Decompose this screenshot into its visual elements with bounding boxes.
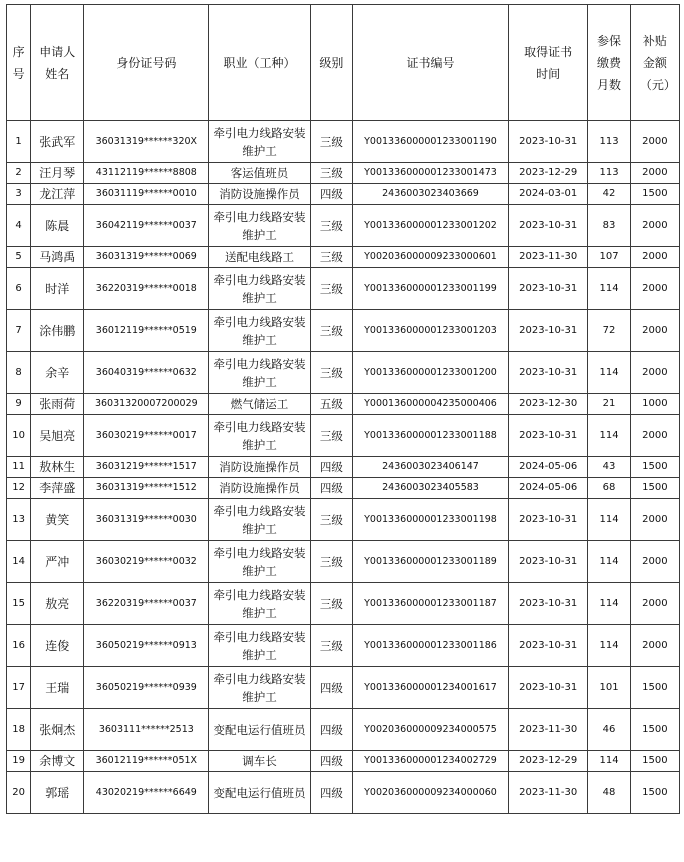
header-cert [353, 5, 509, 121]
cell-seq: 6 [7, 268, 31, 310]
cell-name: 张雨荷 [31, 394, 84, 415]
cell-subsidy: 2000 [630, 163, 679, 184]
cell-months: 46 [588, 709, 630, 751]
cell-id: 36031319******1512 [84, 478, 209, 499]
cell-level: 五级 [310, 394, 352, 415]
table-row [7, 457, 680, 478]
cell-months: 68 [588, 478, 630, 499]
table-row [7, 205, 680, 247]
cell-job: 牵引电力线路安装维护工 [209, 415, 311, 457]
cell-level: 四级 [310, 751, 352, 772]
cell-job: 变配电运行值班员 [209, 709, 311, 751]
cell-subsidy: 2000 [630, 541, 679, 583]
cell-cert: Y00133600000123300118​9 [353, 541, 509, 583]
cell-id: 36050219******0939 [84, 667, 209, 709]
header-cert-label: 证书编号 [406, 55, 455, 70]
cell-job: 客运值班员 [209, 163, 311, 184]
cell-months: 21 [588, 394, 630, 415]
cell-level: 三级 [310, 499, 352, 541]
table-row [7, 772, 680, 814]
cell-id: 36012119******051X [84, 751, 209, 772]
table-row [7, 247, 680, 268]
cell-months: 114 [588, 541, 630, 583]
cell-months: 42 [588, 184, 630, 205]
header-row [7, 5, 680, 121]
table-row [7, 121, 680, 163]
cell-date: 2023-10-31 [508, 499, 587, 541]
cell-name: 张武军 [31, 121, 84, 163]
cell-cert: Y00013600000423500040​6 [353, 394, 509, 415]
header-subsidy [630, 5, 679, 121]
cell-subsidy: 1500 [630, 667, 679, 709]
cell-level: 三级 [310, 583, 352, 625]
cell-name: 张炯杰 [31, 709, 84, 751]
cell-cert: Y00203600000923400006​0 [353, 772, 509, 814]
cell-seq: 5 [7, 247, 31, 268]
cell-subsidy: 2000 [630, 247, 679, 268]
cell-cert: Y00203600000923400057​5 [353, 709, 509, 751]
cell-cert: Y00133600000123300120​3 [353, 310, 509, 352]
cell-id: 36031119******0010 [84, 184, 209, 205]
cell-name: 汪月琴 [31, 163, 84, 184]
cell-subsidy: 1500 [630, 709, 679, 751]
header-job [209, 5, 311, 121]
cell-seq: 18 [7, 709, 31, 751]
header-id [84, 5, 209, 121]
cell-months: 114 [588, 499, 630, 541]
table-row [7, 667, 680, 709]
table-row [7, 394, 680, 415]
cell-date: 2023-12-29 [508, 163, 587, 184]
cell-months: 114 [588, 583, 630, 625]
cell-job: 牵引电力线路安装维护工 [209, 583, 311, 625]
cell-seq: 16 [7, 625, 31, 667]
cell-months: 113 [588, 163, 630, 184]
cell-name: 敖林生 [31, 457, 84, 478]
cell-level: 四级 [310, 772, 352, 814]
cell-cert: Y00133600000123300120​0 [353, 352, 509, 394]
cell-level: 三级 [310, 247, 352, 268]
cell-subsidy: 2000 [630, 310, 679, 352]
cell-date: 2023-10-31 [508, 415, 587, 457]
cell-id: 43020219******6649 [84, 772, 209, 814]
cell-level: 三级 [310, 163, 352, 184]
cell-id: 36031319******0030 [84, 499, 209, 541]
cell-id: 36030219******0032 [84, 541, 209, 583]
cell-cert: 2436003023406147 [353, 457, 509, 478]
cell-id: 36031319******0069 [84, 247, 209, 268]
cell-name: 时洋 [31, 268, 84, 310]
cell-seq: 7 [7, 310, 31, 352]
cell-id: 36050219******0913 [84, 625, 209, 667]
cell-job: 调车长 [209, 751, 311, 772]
cell-level: 三级 [310, 268, 352, 310]
header-level [310, 5, 352, 121]
cell-job: 牵引电力线路安装维护工 [209, 205, 311, 247]
cell-date: 2023-12-29 [508, 751, 587, 772]
cell-job: 牵引电力线路安装维护工 [209, 352, 311, 394]
cell-name: 龙江萍 [31, 184, 84, 205]
cell-id: 3603111******2513 [84, 709, 209, 751]
cell-level: 四级 [310, 478, 352, 499]
cell-seq: 10 [7, 415, 31, 457]
table-row [7, 415, 680, 457]
cell-level: 三级 [310, 310, 352, 352]
cell-date: 2023-10-31 [508, 205, 587, 247]
cell-job: 牵引电力线路安装维护工 [209, 121, 311, 163]
table-row [7, 625, 680, 667]
cell-subsidy: 1500 [630, 772, 679, 814]
cell-id: 36031219******1517 [84, 457, 209, 478]
table-row [7, 478, 680, 499]
header-months-label: 参保缴费月数 [597, 33, 622, 92]
cell-job: 牵引电力线路安装维护工 [209, 541, 311, 583]
cell-job: 燃气储运工 [209, 394, 311, 415]
cell-months: 114 [588, 352, 630, 394]
table-header [7, 5, 680, 121]
cell-seq: 20 [7, 772, 31, 814]
cell-months: 101 [588, 667, 630, 709]
table-row [7, 751, 680, 772]
cell-level: 四级 [310, 667, 352, 709]
cell-job: 牵引电力线路安装维护工 [209, 667, 311, 709]
cell-cert: Y00133600000123300120​2 [353, 205, 509, 247]
cell-months: 48 [588, 772, 630, 814]
table-row [7, 541, 680, 583]
cell-seq: 3 [7, 184, 31, 205]
cell-level: 四级 [310, 457, 352, 478]
cell-subsidy: 1000 [630, 394, 679, 415]
cell-date: 2023-11-30 [508, 772, 587, 814]
cell-cert: Y00133600000123300118​6 [353, 625, 509, 667]
table-body [7, 121, 680, 814]
cell-seq: 8 [7, 352, 31, 394]
cell-id: 36220319******0018 [84, 268, 209, 310]
cell-cert: Y00133600000123400272​9 [353, 751, 509, 772]
cell-months: 72 [588, 310, 630, 352]
cell-cert: 2436003023403669 [353, 184, 509, 205]
header-date-label: 取得证书时间 [524, 44, 573, 81]
cell-date: 2023-10-31 [508, 121, 587, 163]
cell-level: 三级 [310, 121, 352, 163]
table-row [7, 352, 680, 394]
cell-months: 43 [588, 457, 630, 478]
cell-cert: Y00203600000923300060​1 [353, 247, 509, 268]
cell-level: 四级 [310, 709, 352, 751]
cell-months: 114 [588, 751, 630, 772]
cell-cert: Y00133600000123300118​8 [353, 415, 509, 457]
table-row [7, 184, 680, 205]
cell-level: 三级 [310, 625, 352, 667]
cell-level: 三级 [310, 352, 352, 394]
cell-subsidy: 1500 [630, 751, 679, 772]
table-row [7, 709, 680, 751]
table-row [7, 583, 680, 625]
cell-id: 36220319******0037 [84, 583, 209, 625]
cell-date: 2024-05-06 [508, 478, 587, 499]
cell-cert: Y00133600000123300147​3 [353, 163, 509, 184]
cell-seq: 17 [7, 667, 31, 709]
cell-date: 2023-10-31 [508, 268, 587, 310]
cell-id: 36012119******0519 [84, 310, 209, 352]
cell-job: 消防设施操作员 [209, 457, 311, 478]
cell-date: 2023-10-31 [508, 310, 587, 352]
cell-subsidy: 2000 [630, 352, 679, 394]
cell-cert: Y00133600000123300119​8 [353, 499, 509, 541]
cell-date: 2023-10-31 [508, 541, 587, 583]
cell-job: 消防设施操作员 [209, 478, 311, 499]
cell-level: 三级 [310, 205, 352, 247]
header-months [588, 5, 630, 121]
cell-seq: 11 [7, 457, 31, 478]
cell-id: 36031319******320X [84, 121, 209, 163]
cell-seq: 1 [7, 121, 31, 163]
table-row [7, 310, 680, 352]
cell-name: 马鸿禹 [31, 247, 84, 268]
cell-job: 牵引电力线路安装维护工 [209, 268, 311, 310]
cell-months: 114 [588, 268, 630, 310]
cell-date: 2024-05-06 [508, 457, 587, 478]
header-id-label: 身份证号码 [116, 55, 177, 70]
cell-seq: 12 [7, 478, 31, 499]
cell-id: 36031320007200029 [84, 394, 209, 415]
cell-subsidy: 2000 [630, 121, 679, 163]
cell-months: 113 [588, 121, 630, 163]
cell-seq: 9 [7, 394, 31, 415]
header-job-label: 职业（工种） [223, 55, 296, 70]
cell-seq: 13 [7, 499, 31, 541]
cell-seq: 14 [7, 541, 31, 583]
cell-level: 四级 [310, 184, 352, 205]
cell-subsidy: 1500 [630, 184, 679, 205]
cell-subsidy: 1500 [630, 457, 679, 478]
cell-name: 郭瑶 [31, 772, 84, 814]
cell-subsidy: 2000 [630, 205, 679, 247]
cell-cert: Y00133600000123300119​0 [353, 121, 509, 163]
cell-job: 牵引电力线路安装维护工 [209, 310, 311, 352]
table-row [7, 163, 680, 184]
header-seq [7, 5, 31, 121]
cell-id: 36040319******0632 [84, 352, 209, 394]
cell-subsidy: 2000 [630, 583, 679, 625]
cell-name: 王瑞 [31, 667, 84, 709]
cell-level: 三级 [310, 541, 352, 583]
header-level-label: 级别 [319, 55, 344, 70]
cell-job: 变配电运行值班员 [209, 772, 311, 814]
header-name [31, 5, 84, 121]
cell-date: 2023-11-30 [508, 709, 587, 751]
cell-job: 送配电线路工 [209, 247, 311, 268]
cell-months: 83 [588, 205, 630, 247]
cell-id: 36030219******0017 [84, 415, 209, 457]
cell-date: 2024-03-01 [508, 184, 587, 205]
cell-months: 107 [588, 247, 630, 268]
cell-name: 严冲 [31, 541, 84, 583]
cell-seq: 4 [7, 205, 31, 247]
cell-job: 牵引电力线路安装维护工 [209, 499, 311, 541]
cell-job: 牵引电力线路安装维护工 [209, 625, 311, 667]
cell-cert: 2436003023405583 [353, 478, 509, 499]
cell-date: 2023-11-30 [508, 247, 587, 268]
cell-cert: Y00133600000123300118​7 [353, 583, 509, 625]
cell-subsidy: 2000 [630, 268, 679, 310]
cell-date: 2023-10-31 [508, 625, 587, 667]
cell-seq: 2 [7, 163, 31, 184]
header-name-label: 申请人姓名 [39, 44, 76, 81]
cell-subsidy: 2000 [630, 499, 679, 541]
cell-subsidy: 2000 [630, 415, 679, 457]
cell-months: 114 [588, 625, 630, 667]
cell-seq: 19 [7, 751, 31, 772]
cell-months: 114 [588, 415, 630, 457]
table-row [7, 499, 680, 541]
cell-name: 连俊 [31, 625, 84, 667]
cell-name: 吴旭亮 [31, 415, 84, 457]
cell-cert: Y00133600000123400161​7 [353, 667, 509, 709]
cell-date: 2023-10-31 [508, 352, 587, 394]
cell-date: 2023-12-30 [508, 394, 587, 415]
cell-name: 陈晨 [31, 205, 84, 247]
table-row [7, 268, 680, 310]
cell-seq: 15 [7, 583, 31, 625]
cell-job: 消防设施操作员 [209, 184, 311, 205]
cell-date: 2023-10-31 [508, 583, 587, 625]
cell-name: 黄笑 [31, 499, 84, 541]
header-subsidy-label: 补贴金额（元） [639, 33, 676, 92]
cell-id: 43112119******8808 [84, 163, 209, 184]
cell-name: 涂伟鹏 [31, 310, 84, 352]
subsidy-roster-table [6, 4, 680, 814]
cell-level: 三级 [310, 415, 352, 457]
header-date [508, 5, 587, 121]
cell-name: 余辛 [31, 352, 84, 394]
cell-id: 36042119******0037 [84, 205, 209, 247]
cell-name: 李萍盛 [31, 478, 84, 499]
cell-name: 余博文 [31, 751, 84, 772]
cell-cert: Y00133600000123300119​9 [353, 268, 509, 310]
cell-subsidy: 2000 [630, 625, 679, 667]
cell-subsidy: 1500 [630, 478, 679, 499]
cell-name: 敖亮 [31, 583, 84, 625]
cell-date: 2023-10-31 [508, 667, 587, 709]
header-seq-label: 序号 [12, 44, 25, 81]
